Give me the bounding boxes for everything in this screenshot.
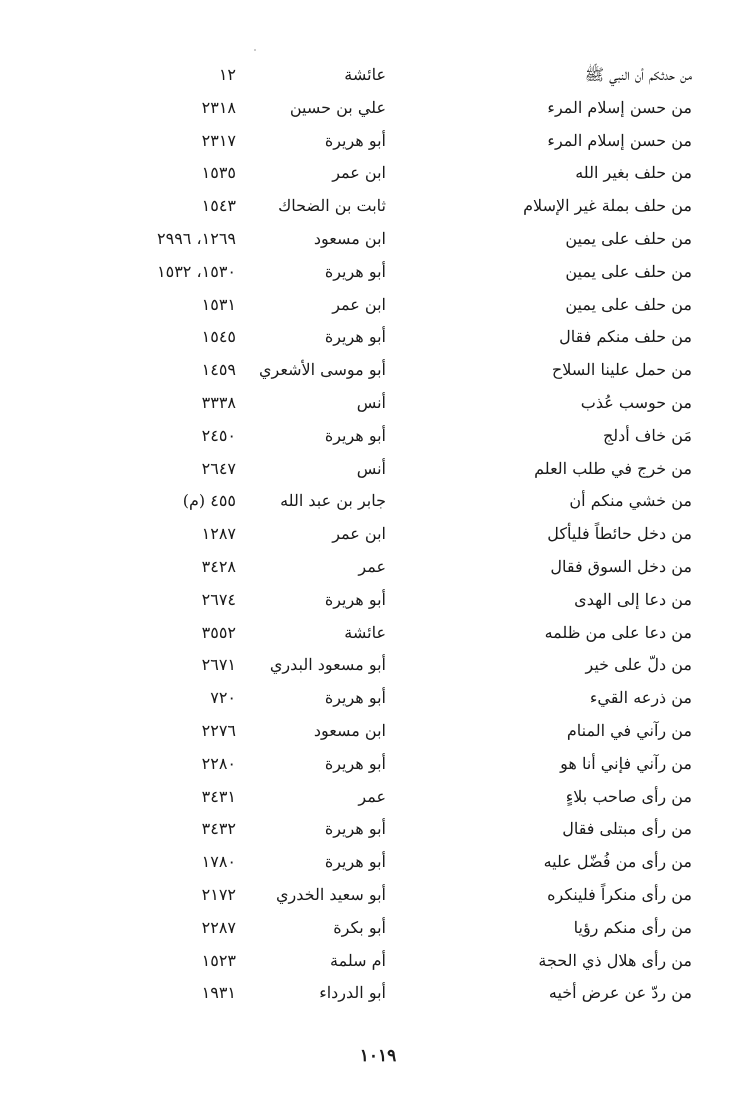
index-row <box>0 289 756 322</box>
hadith-incipit: من رأى من فُضّل عليه <box>543 852 692 872</box>
narrator-name: أبو هريرة <box>324 327 386 347</box>
hadith-incipit: من حسن إسلام المرء <box>547 97 692 117</box>
narrator-name: أبو موسى الأشعري <box>259 360 386 380</box>
hadith-number: ١٥٣٥ <box>201 163 236 183</box>
index-row <box>0 321 756 354</box>
hadith-number: ٣٤٣٢ <box>201 819 236 839</box>
hadith-incipit: من حلف على يمين <box>565 261 692 281</box>
index-row <box>0 977 756 1010</box>
hadith-incipit: من دخل السوق فقال <box>550 556 692 576</box>
hadith-incipit: من حلف منكم فقال <box>559 327 692 347</box>
narrator-name: جابر بن عبد الله <box>280 491 386 511</box>
hadith-number: ١٥٣١ <box>201 294 236 314</box>
hadith-incipit: من رأى صاحب بلاءٍ <box>565 786 692 806</box>
index-row <box>0 715 756 748</box>
index-row <box>0 781 756 814</box>
hadith-number: ٤٥٥ (م) <box>182 491 236 511</box>
narrator-name: أبو هريرة <box>324 688 386 708</box>
narrator-name: أبو مسعود البدري <box>269 655 386 675</box>
narrator-name: أنس <box>356 458 386 478</box>
hadith-number: ١٥٣٠، ١٥٣٢ <box>157 261 236 281</box>
hadith-incipit: من دخل حائطاً فليأكل <box>547 524 692 544</box>
index-row <box>0 256 756 289</box>
index-row <box>0 92 756 125</box>
hadith-incipit: من حلف على يمين <box>565 294 692 314</box>
hadith-number: ١٥٤٣ <box>201 196 236 216</box>
hadith-number: ٢٦٧٤ <box>201 589 236 609</box>
hadith-incipit: من ذرعه القيء <box>589 688 692 708</box>
hadith-incipit: من رأى منكم رؤيا <box>573 917 692 937</box>
page-number: ١٠١٩ <box>359 1046 397 1066</box>
narrator-name: أم سلمة <box>330 950 386 970</box>
index-row <box>0 354 756 387</box>
hadith-number: ٢٢٨٠ <box>201 753 236 773</box>
narrator-name: ثابت بن الضحاك <box>278 196 386 216</box>
index-row <box>0 125 756 158</box>
index-row <box>0 748 756 781</box>
hadith-number: ٢٤٥٠ <box>201 425 236 445</box>
index-row <box>0 518 756 551</box>
narrator-name: عائشة <box>344 622 386 642</box>
index-row <box>0 813 756 846</box>
hadith-number: ٢٢٧٦ <box>201 720 236 740</box>
hadith-number: ١٧٨٠ <box>201 852 236 872</box>
narrator-name: ابن عمر <box>332 524 386 544</box>
narrator-name: ابن عمر <box>332 294 386 314</box>
narrator-name: عائشة <box>344 65 386 84</box>
hadith-incipit: من دعا إلى الهدى <box>574 589 692 609</box>
hadith-index-table <box>0 59 756 1010</box>
narrator-name: عمر <box>358 556 386 576</box>
hadith-number: ٣٤٣١ <box>201 786 236 806</box>
narrator-name: أبو بكرة <box>333 917 386 937</box>
hadith-incipit: مَن خاف أدلج <box>602 425 692 445</box>
hadith-incipit: من حلف بغير الله <box>575 163 692 183</box>
hadith-number: ١٢٦٩، ٢٩٩٦ <box>157 228 236 248</box>
narrator-name: أنس <box>356 392 386 412</box>
index-row <box>0 682 756 715</box>
index-row <box>0 420 756 453</box>
hadith-number: ٣٥٥٢ <box>201 622 236 642</box>
hadith-incipit: من رأى مبتلى فقال <box>562 819 692 839</box>
narrator-name: أبو هريرة <box>324 261 386 281</box>
hadith-number: ١٢ <box>218 65 236 84</box>
hadith-number: ٢٣١٧ <box>201 130 236 150</box>
narrator-name: عمر <box>358 786 386 806</box>
narrator-name: أبو هريرة <box>324 589 386 609</box>
narrator-name: أبو هريرة <box>324 425 386 445</box>
narrator-name: ابن عمر <box>332 163 386 183</box>
narrator-name: أبو هريرة <box>324 753 386 773</box>
hadith-incipit: من رأى منكراً فلينكره <box>547 884 692 904</box>
index-row <box>0 584 756 617</box>
hadith-number: ١٢٨٧ <box>201 524 236 544</box>
hadith-incipit: من حسن إسلام المرء <box>547 130 692 150</box>
index-row <box>0 551 756 584</box>
hadith-number: ٢١٧٢ <box>201 884 236 904</box>
index-row <box>0 879 756 912</box>
index-row <box>0 945 756 978</box>
scan-speck <box>254 49 256 51</box>
narrator-name: أبو الدرداء <box>319 983 386 1003</box>
index-row <box>0 223 756 256</box>
index-row <box>0 485 756 518</box>
hadith-number: ١٤٥٩ <box>201 360 236 380</box>
hadith-number: ١٩٣١ <box>201 983 236 1003</box>
index-row <box>0 912 756 945</box>
narrator-name: أبو هريرة <box>324 819 386 839</box>
hadith-incipit: من خرج في طلب العلم <box>534 458 692 478</box>
index-row <box>0 846 756 879</box>
hadith-number: ٢٦٤٧ <box>201 458 236 478</box>
index-row <box>0 453 756 486</box>
index-row <box>0 190 756 223</box>
hadith-incipit: من حوسب عُذب <box>580 392 692 412</box>
hadith-number: ٧٢٠ <box>210 688 236 708</box>
hadith-number: ١٥٤٥ <box>201 327 236 347</box>
hadith-incipit: من دلّ على خير <box>585 655 692 675</box>
hadith-incipit: من حدثكم أن النبي ﷺ <box>584 65 692 84</box>
hadith-incipit: من دعا على من ظلمه <box>544 622 692 642</box>
index-row <box>0 617 756 650</box>
narrator-name: أبو هريرة <box>324 130 386 150</box>
hadith-incipit: من رآني في المنام <box>566 720 692 740</box>
hadith-incipit: من خشي منكم أن <box>569 491 692 511</box>
narrator-name: ابن مسعود <box>313 720 386 740</box>
index-row <box>0 59 756 92</box>
hadith-incipit: من رآني فإني أنا هو <box>560 753 692 773</box>
index-row <box>0 157 756 190</box>
hadith-number: ٢٦٧١ <box>201 655 236 675</box>
hadith-incipit: من حلف على يمين <box>565 228 692 248</box>
hadith-number: ٣٤٢٨ <box>201 556 236 576</box>
narrator-name: علي بن حسين <box>289 97 386 117</box>
index-row <box>0 649 756 682</box>
narrator-name: ابن مسعود <box>313 228 386 248</box>
hadith-incipit: من رأى هلال ذي الحجة <box>538 950 692 970</box>
hadith-number: ٢٢٨٧ <box>201 917 236 937</box>
narrator-name: أبو سعيد الخدري <box>276 884 386 904</box>
hadith-number: ٢٣١٨ <box>201 97 236 117</box>
narrator-name: أبو هريرة <box>324 852 386 872</box>
hadith-incipit: من حلف بملة غير الإسلام <box>523 196 692 216</box>
hadith-number: ١٥٢٣ <box>201 950 236 970</box>
hadith-number: ٣٣٣٨ <box>201 392 236 412</box>
hadith-incipit: من ردّ عن عرض أخيه <box>548 983 692 1003</box>
index-row <box>0 387 756 420</box>
hadith-incipit: من حمل علينا السلاح <box>551 360 692 380</box>
